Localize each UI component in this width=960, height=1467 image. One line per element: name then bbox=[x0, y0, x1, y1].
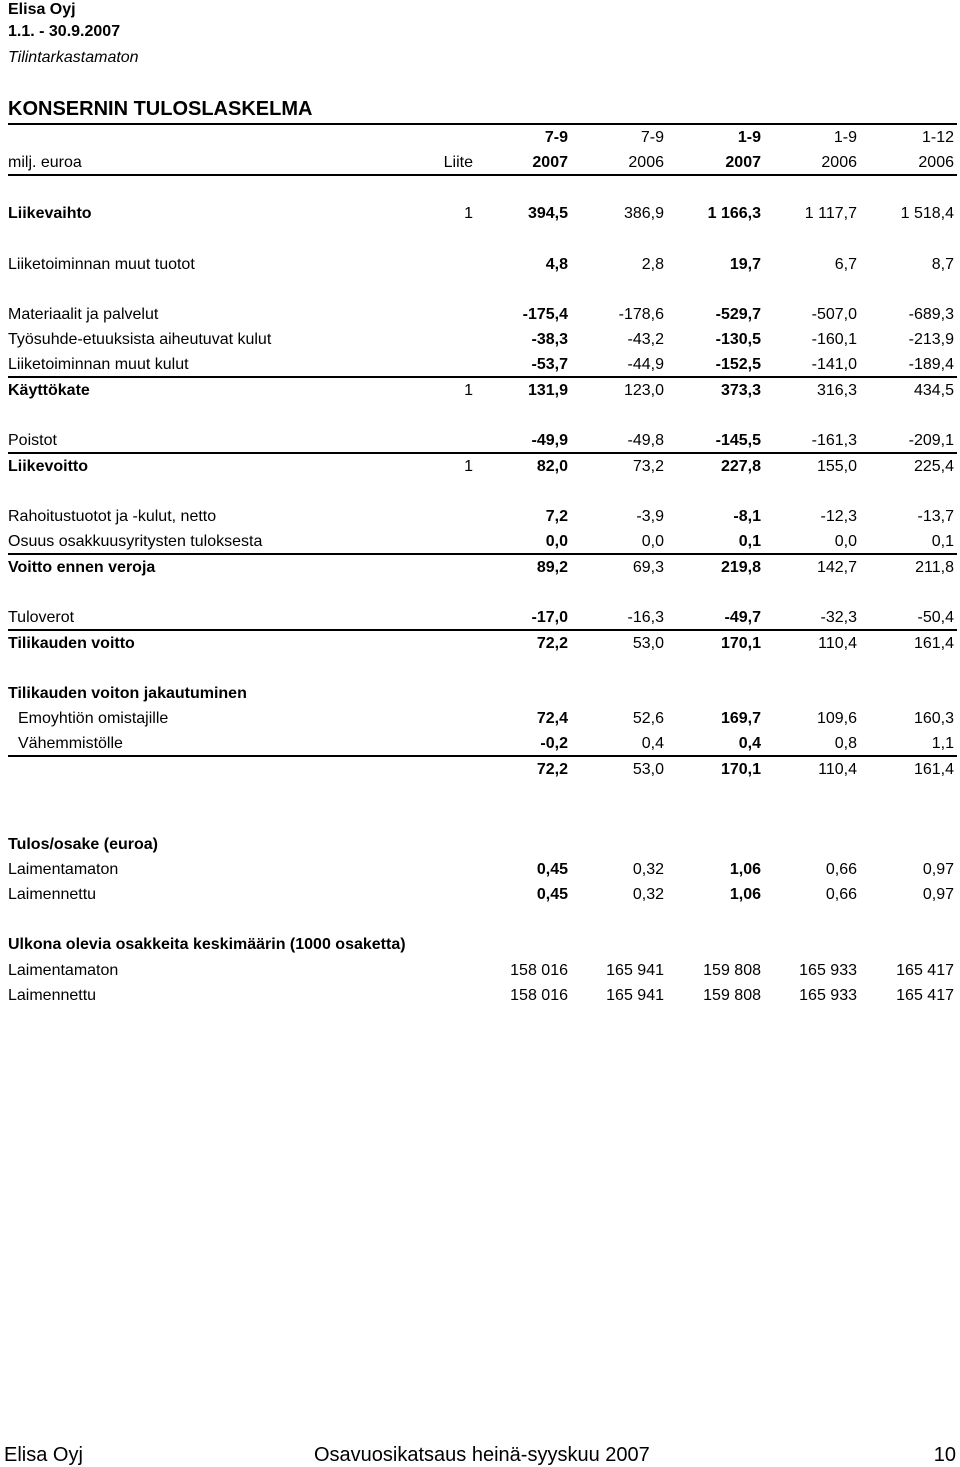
section-heading-row bbox=[0, 683, 960, 705]
table-row bbox=[0, 633, 960, 655]
subtotal-rule bbox=[8, 553, 957, 555]
value-cell: -49,9 bbox=[531, 432, 568, 449]
value-cell: -161,3 bbox=[811, 432, 857, 449]
value-cell: 0,4 bbox=[641, 735, 664, 752]
row-label: Materiaalit ja palvelut bbox=[8, 306, 159, 323]
statement-title: KONSERNIN TULOSLASKELMA bbox=[8, 98, 313, 120]
value-cell: 0,97 bbox=[922, 861, 954, 878]
value-cell: 1 518,4 bbox=[900, 205, 954, 222]
value-cell: 0,32 bbox=[632, 886, 664, 903]
value-cell: -178,6 bbox=[618, 306, 664, 323]
row-label: Poistot bbox=[8, 432, 57, 449]
value-cell: -160,1 bbox=[811, 331, 857, 348]
table-row bbox=[0, 329, 960, 351]
table-row bbox=[0, 531, 960, 553]
title-rule bbox=[8, 123, 957, 125]
value-cell: 72,4 bbox=[536, 710, 568, 727]
table-row bbox=[0, 884, 960, 906]
table-row bbox=[0, 380, 960, 402]
value-cell: 109,6 bbox=[816, 710, 857, 727]
value-cell: -175,4 bbox=[522, 306, 568, 323]
value-cell: 373,3 bbox=[720, 382, 761, 399]
value-cell: 0,45 bbox=[536, 861, 568, 878]
value-cell: 0,4 bbox=[738, 735, 761, 752]
value-cell: -8,1 bbox=[733, 508, 761, 525]
value-cell: -130,5 bbox=[715, 331, 761, 348]
value-cell: 0,32 bbox=[632, 861, 664, 878]
table-row bbox=[0, 960, 960, 982]
value-cell: 386,9 bbox=[623, 205, 664, 222]
value-cell: -141,0 bbox=[811, 356, 857, 373]
value-cell: 155,0 bbox=[816, 458, 857, 475]
value-cell: -38,3 bbox=[531, 331, 568, 348]
page-number: 10 bbox=[933, 1444, 956, 1466]
value-cell: 1,1 bbox=[931, 735, 954, 752]
value-cell: 110,4 bbox=[818, 635, 857, 652]
value-cell: 165 417 bbox=[896, 962, 954, 979]
row-label: Liiketoiminnan muut kulut bbox=[8, 356, 189, 373]
value-cell: 89,2 bbox=[536, 559, 568, 576]
row-label: Työsuhde-etuuksista aiheutuvat kulut bbox=[8, 331, 272, 348]
section-heading: Tilikauden voiton jakautuminen bbox=[8, 685, 247, 702]
row-label: Osuus osakkuusyritysten tuloksesta bbox=[8, 533, 263, 550]
unit-label: milj. euroa bbox=[8, 154, 82, 171]
value-cell: 0,8 bbox=[834, 735, 857, 752]
table-row bbox=[0, 557, 960, 579]
subtotal-rule bbox=[8, 755, 957, 757]
row-label: Laimentamaton bbox=[8, 962, 119, 979]
note-header: Liite bbox=[443, 154, 473, 171]
table-row bbox=[0, 304, 960, 326]
value-cell: 1,06 bbox=[729, 861, 761, 878]
row-label: Liiketoiminnan muut tuotot bbox=[8, 256, 195, 273]
value-cell: -16,3 bbox=[627, 609, 664, 626]
row-label: Laimentamaton bbox=[8, 861, 119, 878]
table-row bbox=[0, 607, 960, 629]
value-cell: 73,2 bbox=[632, 458, 664, 475]
table-row bbox=[0, 430, 960, 452]
value-cell: 0,0 bbox=[545, 533, 568, 550]
value-cell: 165 933 bbox=[799, 962, 857, 979]
row-label: Emoyhtiön omistajille bbox=[18, 710, 169, 727]
row-note: 1 bbox=[464, 205, 473, 222]
section-heading: Ulkona olevia osakkeita keskimäärin (1000 osaketta) bbox=[8, 936, 406, 953]
period-cell: 1-9 bbox=[737, 129, 761, 146]
table-row bbox=[0, 203, 960, 225]
table-row bbox=[0, 506, 960, 528]
value-cell: 169,7 bbox=[720, 710, 761, 727]
year-cell: 2007 bbox=[532, 154, 568, 171]
value-cell: 434,5 bbox=[913, 382, 954, 399]
value-cell: 142,7 bbox=[816, 559, 857, 576]
row-label: Käyttökate bbox=[8, 382, 90, 399]
subtotal-rule bbox=[8, 629, 957, 631]
value-cell: 211,8 bbox=[915, 559, 954, 576]
period-cell: 7-9 bbox=[640, 129, 664, 146]
value-cell: -53,7 bbox=[531, 356, 568, 373]
table-row bbox=[0, 456, 960, 478]
footer-report-title: Osavuosikatsaus heinä-syyskuu 2007 bbox=[314, 1444, 650, 1466]
table-row bbox=[0, 759, 960, 781]
value-cell: -0,2 bbox=[540, 735, 568, 752]
row-label: Liikevaihto bbox=[8, 205, 92, 222]
report-period: 1.1. - 30.9.2007 bbox=[8, 23, 121, 40]
value-cell: 165 417 bbox=[896, 987, 954, 1004]
value-cell: 110,4 bbox=[818, 761, 857, 778]
value-cell: 159 808 bbox=[703, 987, 761, 1004]
value-cell: 170,1 bbox=[720, 635, 761, 652]
value-cell: -529,7 bbox=[715, 306, 761, 323]
year-cell: 2006 bbox=[918, 154, 954, 171]
table-row bbox=[0, 859, 960, 881]
value-cell: 165 941 bbox=[606, 962, 664, 979]
subtotal-rule bbox=[8, 376, 957, 378]
value-cell: -507,0 bbox=[811, 306, 857, 323]
row-label: Liikevoitto bbox=[8, 458, 89, 475]
value-cell: 0,1 bbox=[738, 533, 761, 550]
page-footer bbox=[0, 1444, 960, 1466]
value-cell: 160,3 bbox=[913, 710, 954, 727]
period-header-row bbox=[0, 127, 960, 149]
value-cell: 1,06 bbox=[729, 886, 761, 903]
period-cell: 1-12 bbox=[921, 129, 954, 146]
value-cell: 227,8 bbox=[720, 458, 761, 475]
value-cell: 72,2 bbox=[536, 635, 568, 652]
value-cell: -689,3 bbox=[908, 306, 954, 323]
row-label: Vähemmistölle bbox=[18, 735, 123, 752]
row-label: Tilikauden voitto bbox=[8, 635, 135, 652]
value-cell: 0,45 bbox=[536, 886, 568, 903]
value-cell: 123,0 bbox=[623, 382, 664, 399]
value-cell: -43,2 bbox=[627, 331, 664, 348]
value-cell: 69,3 bbox=[632, 559, 664, 576]
value-cell: 19,7 bbox=[729, 256, 761, 273]
table-row bbox=[0, 985, 960, 1007]
value-cell: -13,7 bbox=[917, 508, 954, 525]
value-cell: 316,3 bbox=[816, 382, 857, 399]
value-cell: -17,0 bbox=[531, 609, 568, 626]
value-cell: -189,4 bbox=[908, 356, 954, 373]
row-label: Rahoitustuotot ja -kulut, netto bbox=[8, 508, 217, 525]
subtotal-rule bbox=[8, 452, 957, 454]
value-cell: 165 933 bbox=[799, 987, 857, 1004]
value-cell: 4,8 bbox=[545, 256, 568, 273]
row-note: 1 bbox=[464, 458, 473, 475]
value-cell: 158 016 bbox=[510, 962, 568, 979]
period-cell: 1-9 bbox=[833, 129, 857, 146]
value-cell: -213,9 bbox=[908, 331, 954, 348]
row-label: Voitto ennen veroja bbox=[8, 559, 156, 576]
value-cell: 161,4 bbox=[913, 635, 954, 652]
row-label: Laimennettu bbox=[8, 886, 97, 903]
value-cell: 1 117,7 bbox=[804, 205, 857, 222]
value-cell: -32,3 bbox=[820, 609, 857, 626]
table-row bbox=[0, 733, 960, 755]
value-cell: 72,2 bbox=[536, 761, 568, 778]
value-cell: 0,0 bbox=[641, 533, 664, 550]
section-heading: Tulos/osake (euroa) bbox=[8, 836, 158, 853]
value-cell: 161,4 bbox=[913, 761, 954, 778]
value-cell: 1 166,3 bbox=[707, 205, 761, 222]
header-rule bbox=[8, 174, 957, 176]
year-header-row bbox=[0, 152, 960, 174]
value-cell: -209,1 bbox=[908, 432, 954, 449]
year-cell: 2006 bbox=[821, 154, 857, 171]
value-cell: 0,66 bbox=[825, 886, 857, 903]
value-cell: -152,5 bbox=[715, 356, 761, 373]
table-row bbox=[0, 254, 960, 276]
value-cell: -12,3 bbox=[820, 508, 857, 525]
value-cell: 52,6 bbox=[632, 710, 664, 727]
value-cell: 219,8 bbox=[720, 559, 761, 576]
value-cell: -50,4 bbox=[917, 609, 954, 626]
year-cell: 2006 bbox=[628, 154, 664, 171]
table-row bbox=[0, 354, 960, 376]
value-cell: 131,9 bbox=[527, 382, 568, 399]
value-cell: 0,66 bbox=[825, 861, 857, 878]
audit-status: Tilintarkastamaton bbox=[8, 49, 139, 66]
row-label: Tuloverot bbox=[8, 609, 75, 626]
value-cell: 0,97 bbox=[922, 886, 954, 903]
value-cell: 394,5 bbox=[527, 205, 568, 222]
value-cell: 225,4 bbox=[913, 458, 954, 475]
value-cell: 6,7 bbox=[834, 256, 857, 273]
year-cell: 2007 bbox=[725, 154, 761, 171]
value-cell: 53,0 bbox=[632, 635, 664, 652]
period-cell: 7-9 bbox=[544, 129, 568, 146]
section-heading-row bbox=[0, 834, 960, 856]
value-cell: 170,1 bbox=[720, 761, 761, 778]
value-cell: 2,8 bbox=[641, 256, 664, 273]
company-name: Elisa Oyj bbox=[8, 1, 76, 18]
value-cell: 82,0 bbox=[536, 458, 568, 475]
value-cell: -145,5 bbox=[715, 432, 761, 449]
value-cell: 7,2 bbox=[545, 508, 568, 525]
row-label: Laimennettu bbox=[8, 987, 97, 1004]
footer-company: Elisa Oyj bbox=[4, 1444, 83, 1466]
value-cell: -49,7 bbox=[724, 609, 761, 626]
value-cell: -49,8 bbox=[627, 432, 664, 449]
value-cell: 0,1 bbox=[931, 533, 954, 550]
value-cell: 8,7 bbox=[931, 256, 954, 273]
table-row bbox=[0, 708, 960, 730]
value-cell: 159 808 bbox=[703, 962, 761, 979]
value-cell: 53,0 bbox=[632, 761, 664, 778]
value-cell: -44,9 bbox=[627, 356, 664, 373]
value-cell: -3,9 bbox=[636, 508, 664, 525]
value-cell: 165 941 bbox=[606, 987, 664, 1004]
section-heading-row bbox=[0, 934, 960, 956]
value-cell: 158 016 bbox=[510, 987, 568, 1004]
value-cell: 0,0 bbox=[834, 533, 857, 550]
row-note: 1 bbox=[464, 382, 473, 399]
